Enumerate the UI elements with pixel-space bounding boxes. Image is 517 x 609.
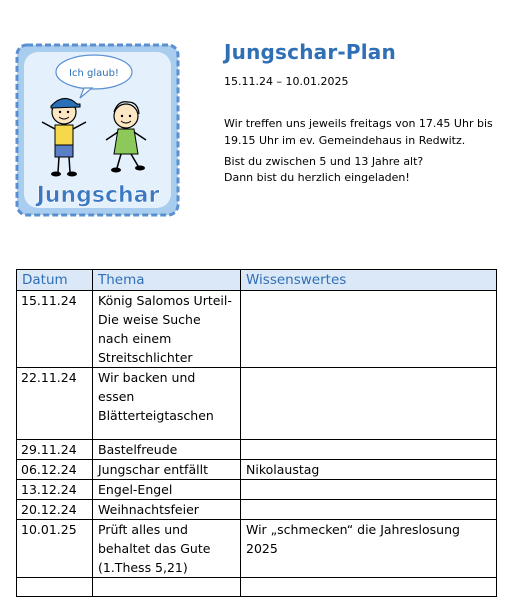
table-row — [17, 500, 497, 520]
cell-topic: Wir backen und essen Blätterteigtaschen — [93, 368, 241, 440]
cell-date: 20.12.24 — [17, 500, 93, 520]
cell-info — [241, 368, 497, 440]
cell-info — [241, 291, 497, 368]
cell-topic: Weihnachtsfeier — [93, 500, 241, 520]
table-row — [17, 440, 497, 460]
column-header-date: Datum — [17, 270, 93, 291]
cell-info: Nikolaustag — [241, 460, 497, 480]
cell-topic: Bastelfreude — [93, 440, 241, 460]
invitation-text — [224, 154, 509, 186]
table-row — [17, 460, 497, 480]
cell-topic — [93, 578, 241, 597]
column-header-info: Wissenswertes — [241, 270, 497, 291]
intro-text: Wir treffen uns jeweils freitags von 17.45 Uhr bis 19.15 Uhr im ev. Gemeindehaus in Redwitz. — [224, 117, 493, 147]
cell-date: 22.11.24 — [17, 368, 93, 440]
schedule-table — [16, 269, 497, 597]
cell-date: 10.01.25 — [17, 520, 93, 578]
table-row — [17, 368, 497, 440]
cell-info — [241, 500, 497, 520]
cell-info — [241, 480, 497, 500]
bubble-text: Ich glaub! — [69, 68, 119, 79]
age-question: Bist du zwischen 5 und 13 Jahre alt? — [224, 155, 424, 168]
cell-info — [241, 578, 497, 597]
cell-date: 15.11.24 — [17, 291, 93, 368]
table-row — [17, 520, 497, 578]
table-row — [17, 480, 497, 500]
table-header-row — [17, 270, 497, 291]
cell-topic: Engel-Engel — [93, 480, 241, 500]
cell-topic: Prüft alles und behaltet das Gute (1.Thess 5,21) — [93, 520, 241, 578]
jungschar-logo — [14, 42, 181, 218]
page-title: Jungschar-Plan — [224, 40, 396, 64]
cell-date: 29.11.24 — [17, 440, 93, 460]
column-header-topic: Thema — [93, 270, 241, 291]
date-range: 15.11.24 – 10.01.2025 — [224, 75, 349, 88]
invitation-line: Dann bist du herzlich eingeladen! — [224, 171, 410, 184]
logo-wordmark: Jungschar — [36, 183, 160, 208]
table-row — [17, 578, 497, 597]
jungschar-logo-graphic — [14, 42, 181, 218]
cell-date — [17, 578, 93, 597]
cell-topic: König Salomos Urteil- Die weise Suche nach einem Streitschlichter — [93, 291, 241, 368]
cell-date: 06.12.24 — [17, 460, 93, 480]
cell-topic: Jungschar entfällt — [93, 460, 241, 480]
table-row — [17, 291, 497, 368]
cell-info: Wir „schmecken“ die Jahreslosung 2025 — [241, 520, 497, 578]
cell-info — [241, 440, 497, 460]
cell-date: 13.12.24 — [17, 480, 93, 500]
